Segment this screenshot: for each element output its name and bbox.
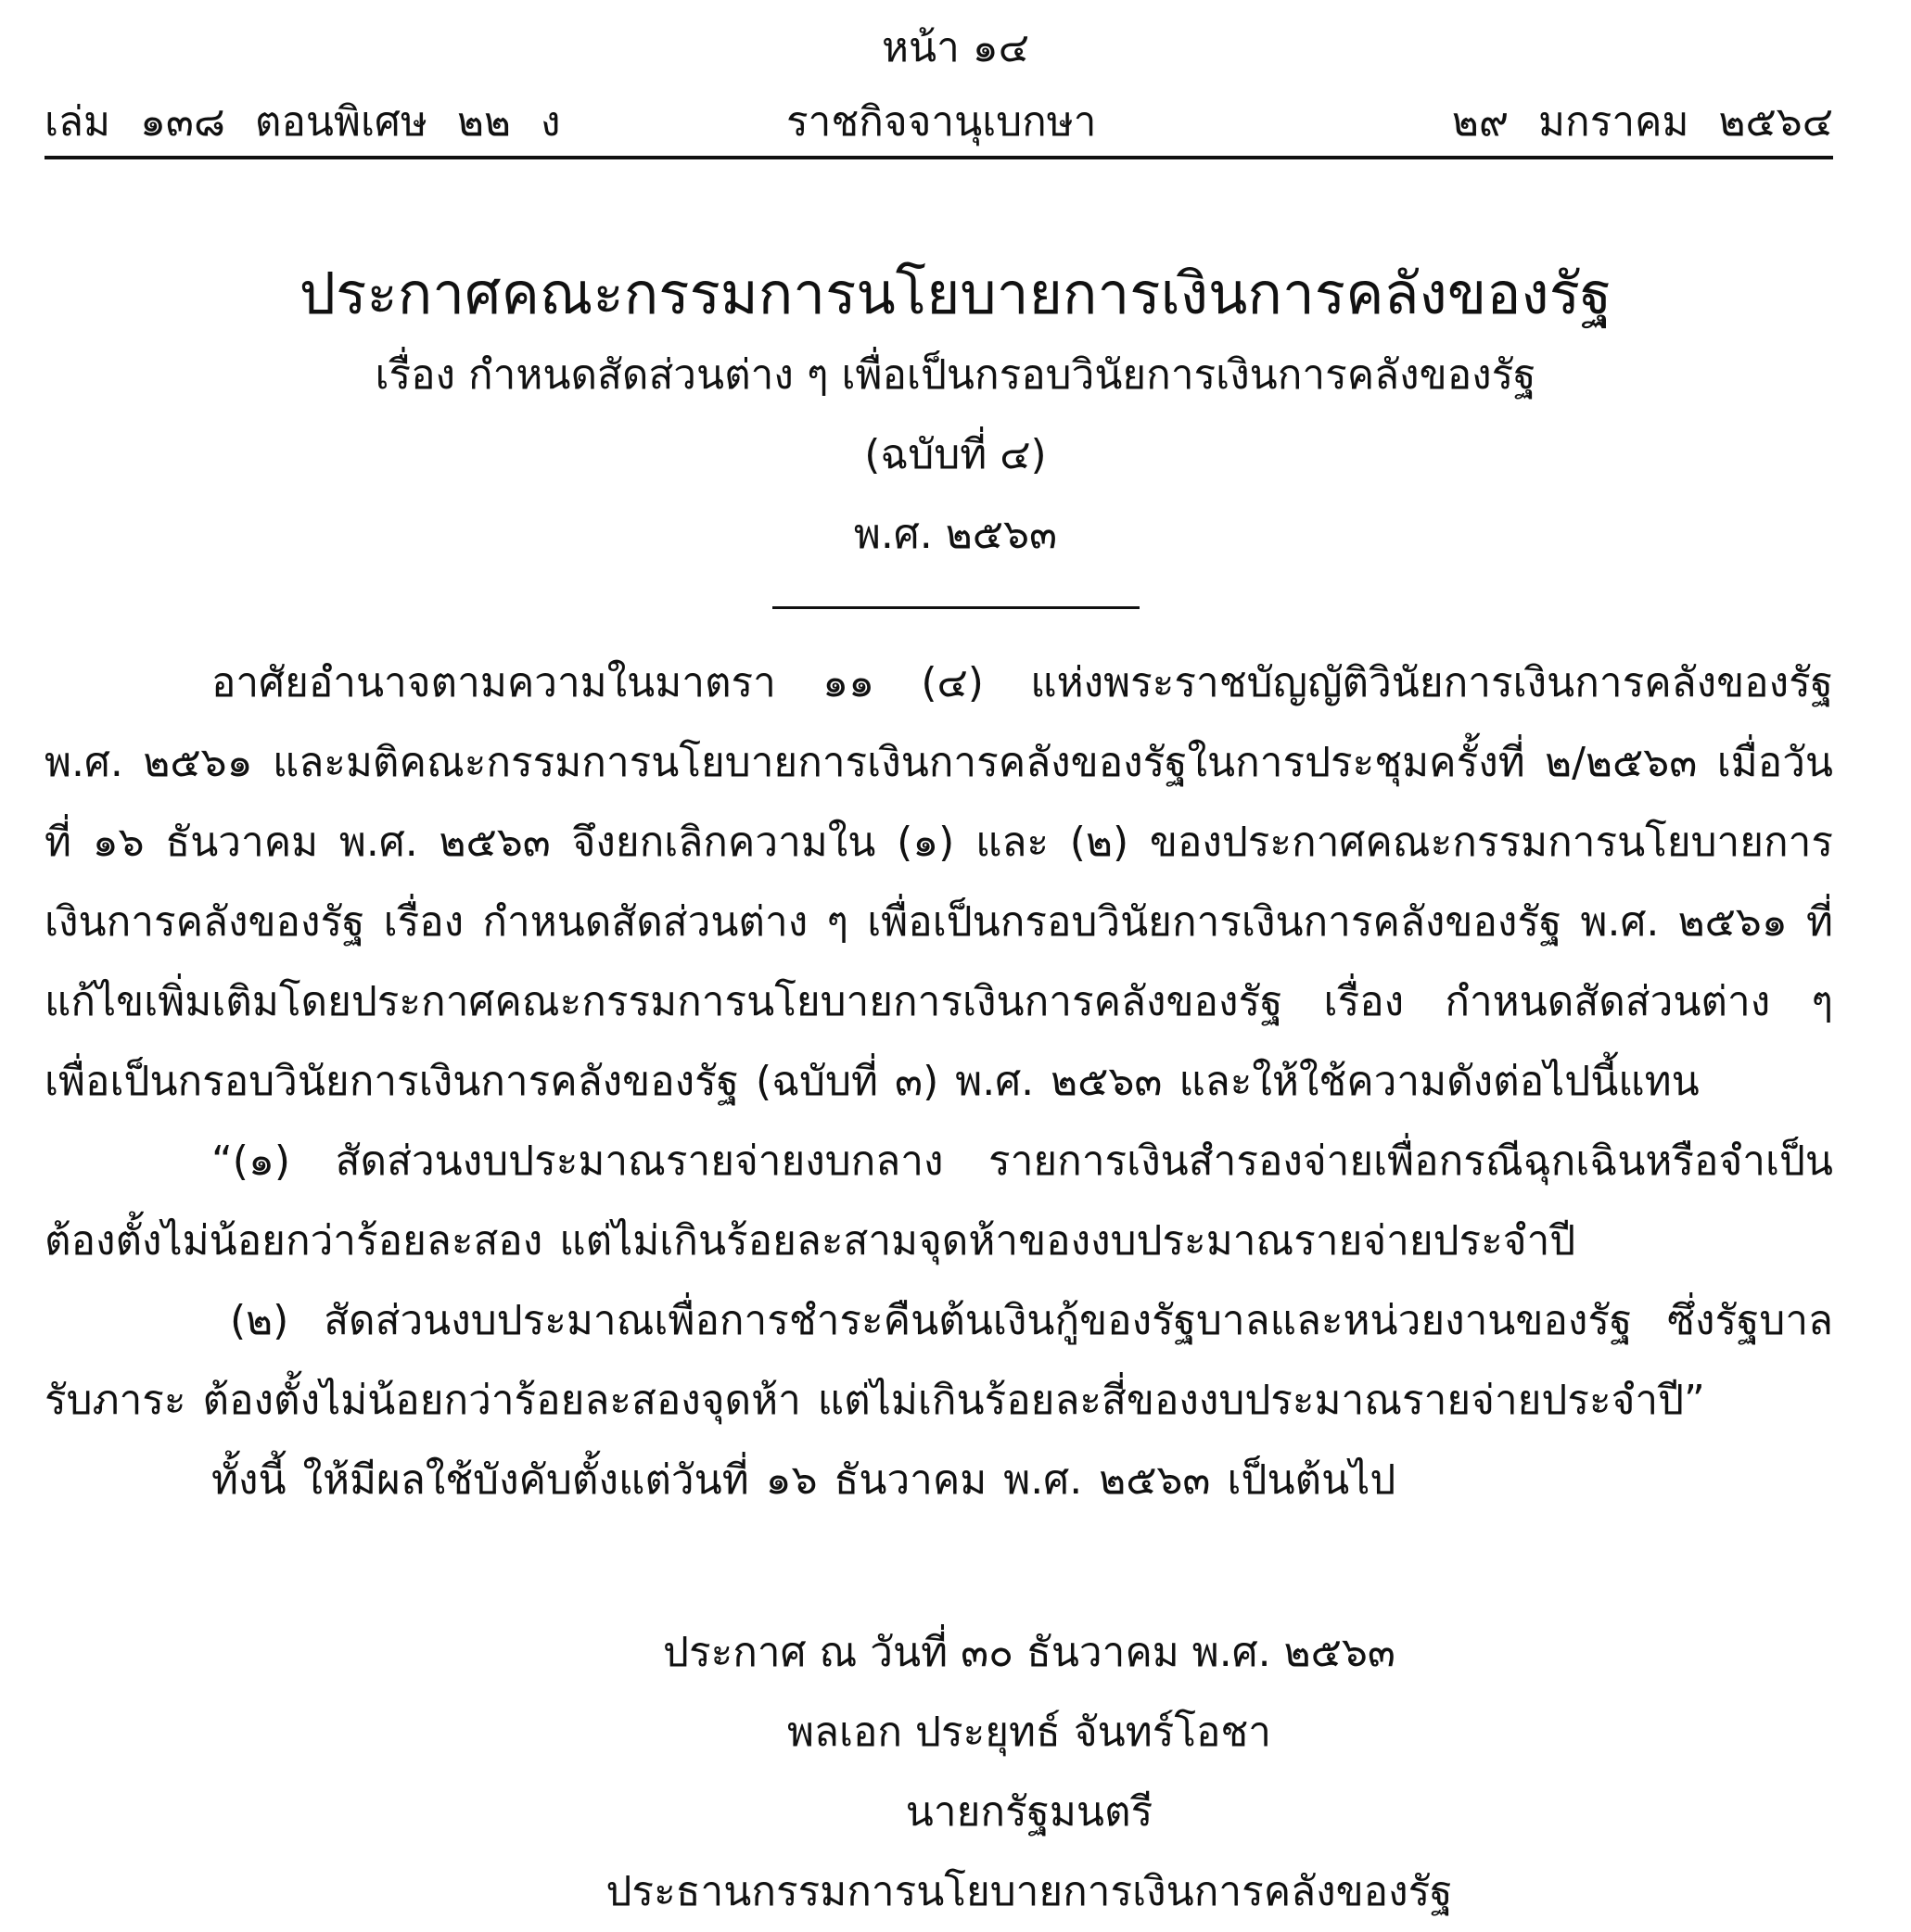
- publication-name: ราชกิจจานุเบกษา: [786, 98, 1097, 146]
- body-paragraph-authority: อาศัยอำนาจตามความในมาตรา ๑๑ (๔) แห่งพระราชบัญญัติวินัยการเงินการคลังของรัฐ พ.ศ. ๒๕๖๑ และมติคณะกรรมการนโยบายการเงินการคลังของรัฐในการประชุมครั้งที่ ๒/๒๕๖๓ เมื่อวันที่ ๑๖ ธันวาคม พ.ศ. ๒๕๖๓ จึงยกเลิกความใน (๑) และ (๒) ของประกาศคณะกรรมการนโยบายการเงินการคลังของรัฐ เรื่อง กำหนดสัดส่วนต่าง ๆ เพื่อเป็นกรอบวินัยการเงินการคลังของรัฐ พ.ศ. ๒๕๖๑ ที่แก้ไขเพิ่มเติมโดยประกาศคณะกรรมการนโยบายการเงินการคลังของรัฐ เรื่อง กำหนดสัดส่วนต่าง ๆ เพื่อเป็นกรอบวินัยการเงินการคลังของรัฐ (ฉบับที่ ๓) พ.ศ. ๒๕๖๓ และให้ใช้ความดังต่อไปนี้แทน: [45, 659, 1834, 1105]
- page-number: หน้า ๑๔: [881, 24, 1029, 71]
- body-clause-1: “(๑) สัดส่วนงบประมาณรายจ่ายงบกลาง รายการเงินสำรองจ่ายเพื่อกรณีฉุกเฉินหรือจำเป็น ต้องตั้งไม่น้อยกว่าร้อยละสอง แต่ไม่เกินร้อยละสามจุดห้าของงบประมาณรายจ่ายประจำปี: [45, 1138, 1833, 1265]
- announcement-title: ประกาศคณะกรรมการนโยบายการเงินการคลังของรัฐ: [299, 260, 1612, 327]
- body-clause-2: (๒) สัดส่วนงบประมาณเพื่อการชำระคืนต้นเงินกู้ของรัฐบาลและหน่วยงานของรัฐ ซึ่งรัฐบาลรับภาระ ต้องตั้งไม่น้อยกว่าร้อยละสองจุดห้า แต่ไม่เกินร้อยละสี่ของงบประมาณรายจ่ายประจำปี”: [45, 1297, 1833, 1424]
- announced-date: ประกาศ ณ วันที่ ๓๐ ธันวาคม พ.ศ. ๒๕๖๓: [663, 1629, 1395, 1676]
- body-effective-date: ทั้งนี้ ให้มีผลใช้บังคับตั้งแต่วันที่ ๑๖ ธันวาคม พ.ศ. ๒๕๖๓ เป็นต้นไป: [211, 1456, 1396, 1504]
- announcement-year: พ.ศ. ๒๕๖๓: [853, 511, 1058, 558]
- announcement-subject: เรื่อง กำหนดสัดส่วนต่าง ๆ เพื่อเป็นกรอบวินัยการเงินการคลังของรัฐ: [375, 351, 1536, 399]
- volume-issue: เล่ม ๑๓๘ ตอนพิเศษ ๒๒ ง: [45, 98, 561, 146]
- signatory-name: พลเอก ประยุทธ์ จันทร์โอชา: [786, 1709, 1271, 1756]
- gazette-header: [45, 95, 1833, 159]
- signatory-position: นายกรัฐมนตรี: [905, 1788, 1153, 1836]
- title-divider: [772, 606, 1140, 609]
- announcement-edition: (ฉบับที่ ๔): [864, 431, 1047, 478]
- signature-block: [519, 1613, 1539, 1932]
- publication-date: ๒๙ มกราคม ๒๕๖๔: [1451, 98, 1833, 146]
- signatory-role: ประธานกรรมการนโยบายการเงินการคลังของรัฐ: [605, 1868, 1453, 1915]
- announcement-body: [45, 643, 1833, 1520]
- announcement-title-block: [0, 252, 1911, 609]
